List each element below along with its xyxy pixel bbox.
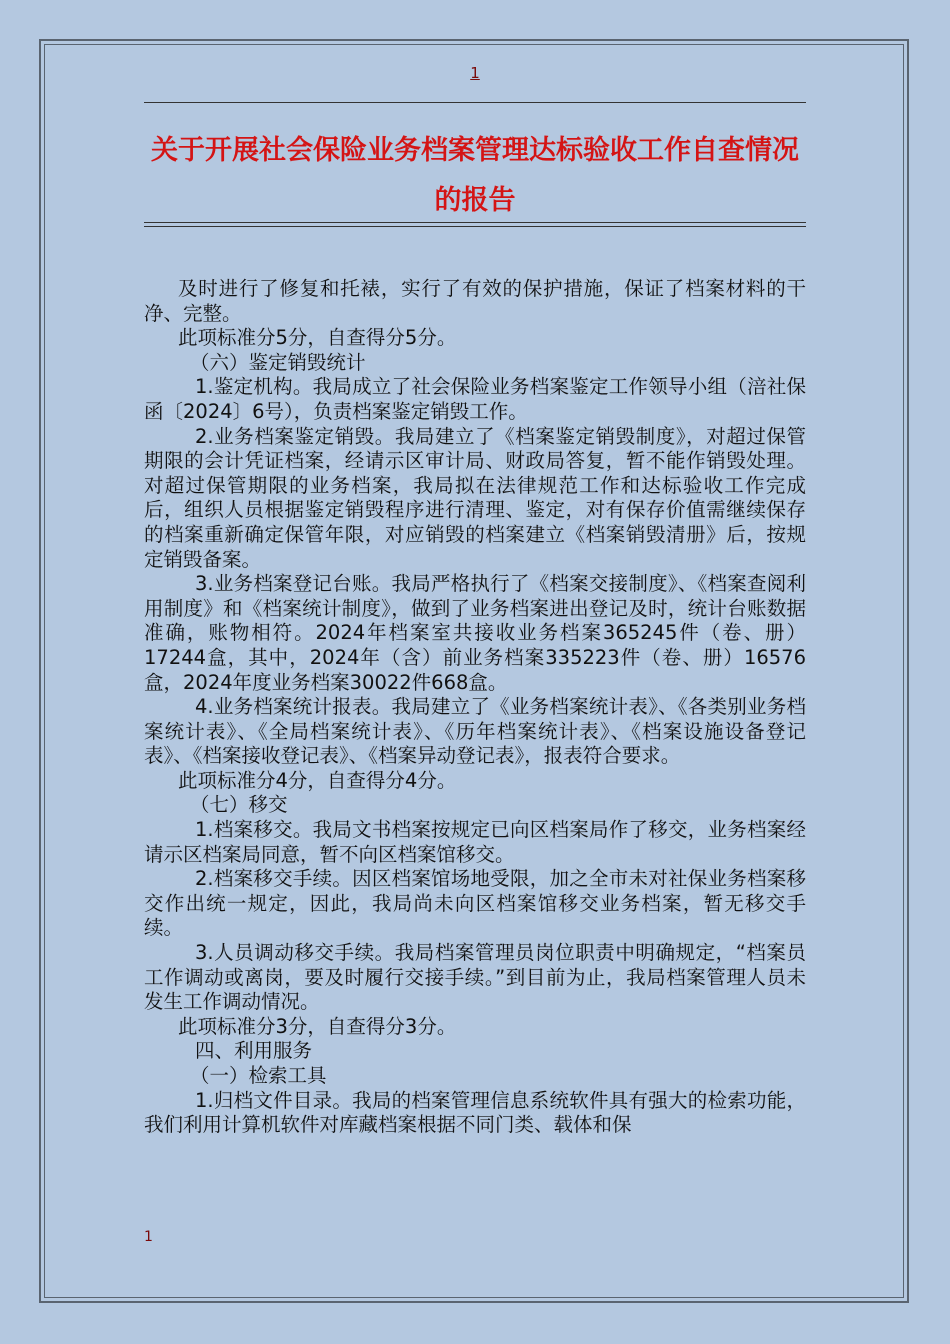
document-body (144, 277, 806, 1138)
paragraph: 2.档案移交手续。因区档案馆场地受限，加之全市未对社保业务档案移交作出统一规定，因此，我局尚未向区档案馆移交业务档案，暂无移交手续。 (144, 867, 806, 940)
paragraph: 四、利用服务 (195, 1039, 313, 1063)
paragraph: （七）移交 (190, 793, 288, 817)
paragraph: 4.业务档案统计报表。我局建立了《业务档案统计表》、《各类别业务档案统计表》、《全局档案统计表》、《历年档案统计表》、《档案设施设备登记表》、《档案接收登记表》、《档案异动登记表》，报表符合要求。 (144, 695, 806, 768)
paragraph: 2.业务档案鉴定销毁。我局建立了《档案鉴定销毁制度》，对超过保管期限的会计凭证档案，经请示区审计局、财政局答复，暂不能作销毁处理。对超过保管期限的业务档案，我局拟在法律规范工作和达标验收工作完成后，组织人员根据鉴定销毁程序进行清理、鉴定，对有保存价值需继续保存的档案重新确定保管年限，对应销毁的档案建立《档案销毁清册》后，按规定销毁备案。 (144, 424, 806, 571)
paragraph: 3.业务档案登记台账。我局严格执行了《档案交接制度》、《档案查阅利用制度》和《档案统计制度》，做到了业务档案进出登记及时，统计台账数据准确，账物相符。2024年档案室共接收业务档案365245件（卷、册）17244盒，其中，2024年（含）前业务档案335223件（卷、册）16576盒，2024年度业务档案30022件668盒。 (144, 572, 806, 694)
paragraph: 1.归档文件目录。我局的档案管理信息系统软件具有强大的检索功能，我们利用计算机软件对库藏档案根据不同门类、载体和保 (144, 1088, 806, 1137)
footer-page-number: 1 (144, 1229, 153, 1245)
paragraph: （一）检索工具 (190, 1064, 327, 1087)
paragraph: 3.人员调动移交手续。我局档案管理员岗位职责中明确规定，“档案员工作调动或离岗，要及时履行交接手续。”到目前为止，我局档案管理人员未发生工作调动情况。 (144, 941, 806, 1014)
document-title: 关于开展社会保险业务档案管理达标验收工作自查情况的报告 (151, 135, 799, 216)
paragraph: 1.档案移交。我局文书档案按规定已向区档案局作了移交，业务档案经请示区档案局同意，暂不向区档案馆移交。 (144, 818, 806, 866)
paragraph: 此项标准分5分，自查得分5分。 (178, 326, 457, 350)
paragraph: 此项标准分4分，自查得分4分。 (178, 768, 457, 792)
title-rule-top (144, 222, 806, 223)
paragraph: 此项标准分3分，自查得分3分。 (178, 1014, 457, 1038)
header-rule (144, 102, 806, 103)
paragraph: 及时进行了修复和托裱，实行了有效的保护措施，保证了档案材料的干净、完整。 (144, 277, 806, 325)
paragraph: 1.鉴定机构。我局成立了社会保险业务档案鉴定工作领导小组（涪社保函〔2024〕6号），负责档案鉴定销毁工作。 (144, 375, 806, 423)
title-rule-bottom (144, 226, 806, 227)
header-page-number: 1 (470, 64, 480, 82)
paragraph: （六）鉴定销毁统计 (190, 350, 366, 374)
